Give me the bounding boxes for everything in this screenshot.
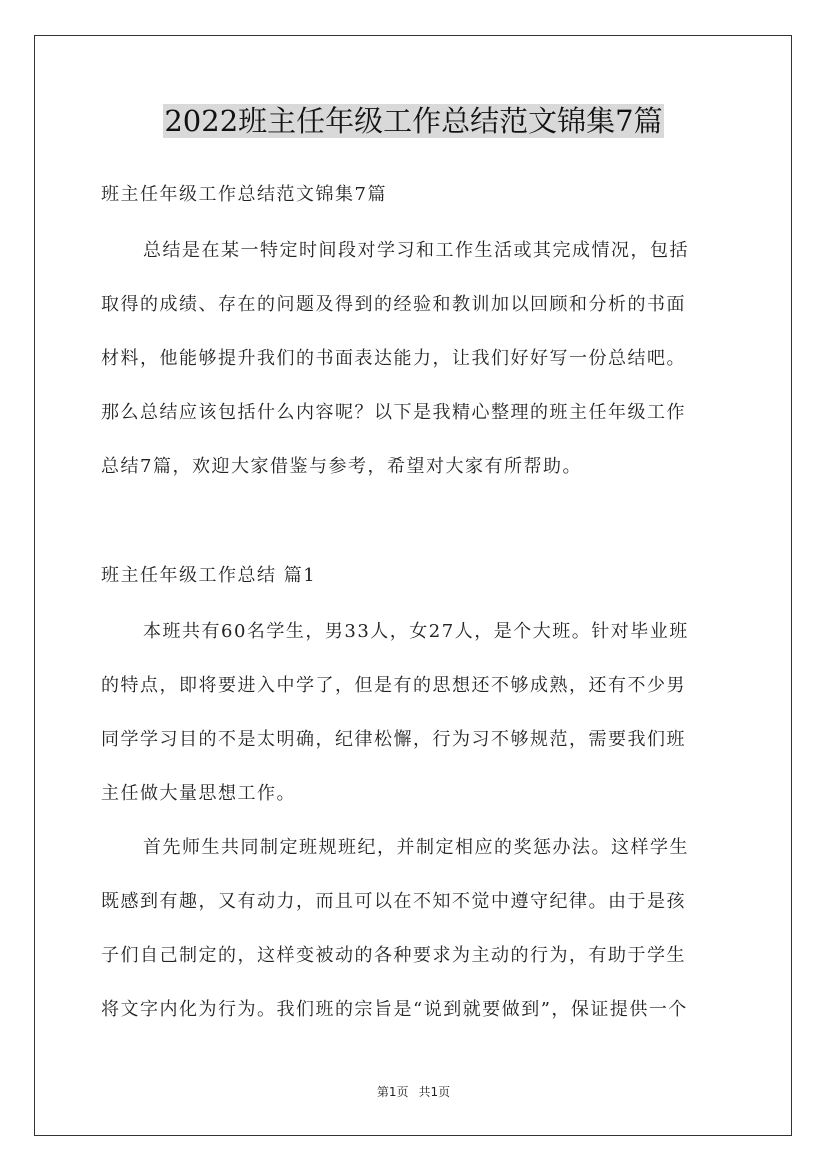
para1-line-2: 的特点，即将要进入中学了，但是有的思想还不够成熟，还有不少男 bbox=[101, 675, 686, 696]
page-number: 第1页 bbox=[376, 1085, 409, 1099]
para1-line-3: 同学学习目的不是太明确，纪律松懈，行为习不够规范，需要我们班 bbox=[101, 729, 686, 750]
document-title-text: 2022班主任年级工作总结范文锦集7篇 bbox=[164, 104, 663, 138]
document-title bbox=[0, 100, 827, 142]
para2-line-4: 将文字内化为行为。我们班的宗旨是“说到就要做到”，保证提供一个 bbox=[101, 999, 688, 1020]
para2-line-1: 首先师生共同制定班规班纪，并制定相应的奖惩办法。这样学生 bbox=[143, 837, 689, 858]
document-subtitle: 班主任年级工作总结范文锦集7篇 bbox=[101, 184, 387, 205]
intro-line-2: 取得的成绩、存在的问题及得到的经验和教训加以回顾和分析的书面 bbox=[101, 294, 686, 315]
para2-line-2: 既感到有趣，又有动力，而且可以在不知不觉中遵守纪律。由于是孩 bbox=[101, 891, 686, 912]
intro-line-4: 那么总结应该包括什么内容呢？以下是我精心整理的班主任年级工作 bbox=[101, 402, 686, 423]
para1-line-4: 主任做大量思想工作。 bbox=[101, 783, 296, 804]
para2-line-3: 子们自己制定的，这样变被动的各种要求为主动的行为，有助于学生 bbox=[101, 945, 686, 966]
intro-line-5: 总结7篇，欢迎大家借鉴与参考，希望对大家有所帮助。 bbox=[101, 456, 582, 477]
intro-line-1: 总结是在某一特定时间段对学习和工作生活或其完成情况，包括 bbox=[143, 240, 689, 261]
intro-line-3: 材料，他能够提升我们的书面表达能力，让我们好好写一份总结吧。 bbox=[101, 348, 686, 369]
section-heading: 班主任年级工作总结 篇1 bbox=[101, 565, 317, 586]
page-footer bbox=[0, 1083, 827, 1100]
page-total: 共1页 bbox=[418, 1085, 451, 1099]
para1-line-1: 本班共有60名学生，男33人，女27人，是个大班。针对毕业班 bbox=[143, 621, 689, 642]
